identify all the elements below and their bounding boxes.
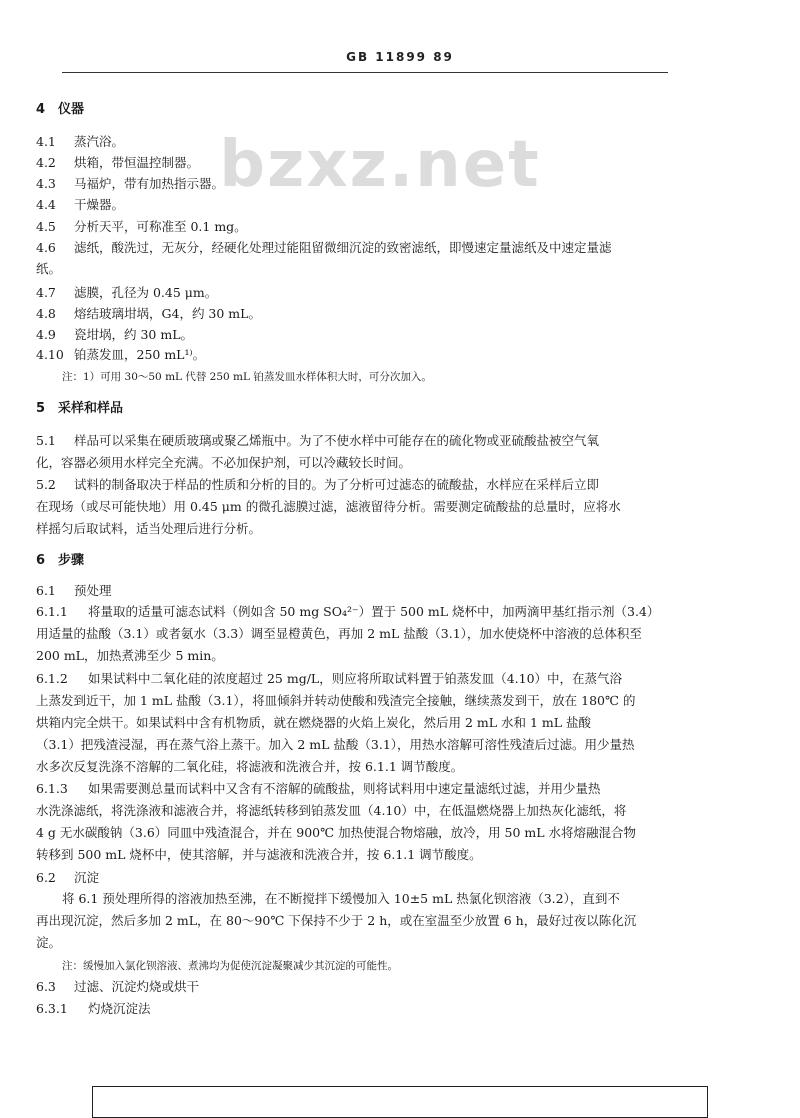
list-item: 4.5 分析天平，可称准至 0.1 mg。 xyxy=(36,219,247,234)
paragraph-line: 将 6.1 预处理所得的溶液加热至沸，在不断搅拌下缓慢加入 10±5 mL 热氯化钡溶液（3.2），直到不 xyxy=(62,891,620,906)
paragraph-line: 5.2 试料的制备取决于样品的性质和分析的目的。为了分析可过滤态的硫酸盐，水样应在采样后立即 xyxy=(36,477,600,492)
subsection-heading: 6.3 过滤、沉淀灼烧或烘干 xyxy=(36,979,200,994)
header-rule xyxy=(62,72,668,73)
section-heading: 5 采样和样品 xyxy=(36,401,124,416)
paragraph-line: （3.1）把残渣浸湿，再在蒸气浴上蒸干。加入 2 mL 盐酸（3.1），用热水溶解可溶性残渣后过滤。用少量热 xyxy=(36,737,635,752)
paragraph-line: 转移到 500 mL 烧杯中，使其溶解，并与滤液和洗液合并，按 6.1.1 调节酸度。 xyxy=(36,847,482,862)
list-item: 4.6 滤纸，酸洗过，无灰分，经硬化处理过能阻留微细沉淀的致密滤纸，即慢速定量滤纸及中速定量滤 xyxy=(36,240,612,255)
paragraph-line: 样摇匀后取试料，适当处理后进行分析。 xyxy=(36,521,262,536)
subsection-heading: 6.3.1 灼烧沉淀法 xyxy=(36,1001,151,1016)
paragraph-line: 200 mL，加热煮沸至少 5 min。 xyxy=(36,648,224,663)
list-item: 4.2 烘箱，带恒温控制器。 xyxy=(36,155,200,170)
list-item: 4.7 滤膜，孔径为 0.45 μm。 xyxy=(36,285,218,300)
footnote: 注：1）可用 30～50 mL 代替 250 mL 铂蒸发皿水样体积大时，可分次加入。 xyxy=(62,371,432,383)
paragraph-line: 5.1 样品可以采集在硬质玻璃或聚乙烯瓶中。为了不使水样中可能存在的硫化物或亚硫酸盐被空气氧 xyxy=(36,433,600,448)
paragraph-line: 6.1.1 将量取的适量可滤态试料（例如含 50 mg SO₄²⁻）置于 500 mL 烧杯中，加两滴甲基红指示剂（3.4） xyxy=(36,604,660,619)
list-item: 4.8 熔结玻璃坩埚，G4，约 30 mL。 xyxy=(36,306,261,321)
paragraph-line: 上蒸发到近干，加 1 mL 盐酸（3.1），将皿倾斜并转动使酸和残渣完全接触，继续蒸发到干，放在 180℃ 的 xyxy=(36,693,636,708)
section-heading: 6 步骤 xyxy=(36,553,85,568)
paragraph-line: 烘箱内完全烘干。如果试料中含有机物质，就在燃烧器的火焰上炭化，然后用 2 mL 水和 1 mL 盐酸 xyxy=(36,715,592,730)
list-item: 4.10 铂蒸发皿，250 mL¹⁾。 xyxy=(36,347,206,362)
standard-header: GB 11899 89 xyxy=(346,50,454,64)
paragraph-line: 化，容器必须用水样完全充满。不必加保护剂，可以冷藏较长时间。 xyxy=(36,455,412,470)
paragraph-line: 再出现沉淀，然后多加 2 mL，在 80～90℃ 下保持不少于 2 h，或在室温至少放置 6 h，最好过夜以陈化沉 xyxy=(36,913,637,928)
paragraph-line: 用适量的盐酸（3.1）或者氨水（3.3）调至显橙黄色，再加 2 mL 盐酸（3.1），加水使烧杯中溶液的总体积至 xyxy=(36,626,642,641)
watermark: bzxz.net xyxy=(219,128,541,202)
bottom-frame xyxy=(92,1086,708,1118)
paragraph-line: 6.1.2 如果试料中二氧化硅的浓度超过 25 mg/L，则应将所取试料置于铂蒸发皿（4.10）中，在蒸气浴 xyxy=(36,671,623,686)
paragraph-line: 6.1.3 如果需要测总量而试料中又含有不溶解的硫酸盐，则将试料用中速定量滤纸过滤，并用少量热 xyxy=(36,781,601,796)
paragraph-line: 水多次反复洗涤不溶解的二氧化硅，将滤液和洗液合并，按 6.1.1 调节酸度。 xyxy=(36,759,464,774)
list-item: 4.9 瓷坩埚，约 30 mL。 xyxy=(36,327,194,342)
list-item: 4.3 马福炉，带有加热指示器。 xyxy=(36,176,225,191)
paragraph-line: 4 g 无水碳酸钠（3.6）同皿中残渣混合，并在 900℃ 加热使混合物熔融，放冷，用 50 mL 水将熔融混合物 xyxy=(36,825,637,840)
paragraph-line: 在现场（或尽可能快地）用 0.45 μm 的微孔滤膜过滤，滤液留待分析。需要测定硫酸盐的总量时，应将水 xyxy=(36,499,621,514)
list-item-continuation: 纸。 xyxy=(36,261,62,276)
subsection-heading: 6.1 预处理 xyxy=(36,583,112,598)
list-item: 4.4 干燥器。 xyxy=(36,197,125,212)
note: 注：缓慢加入氯化钡溶液、煮沸均为促使沉淀凝聚减少其沉淀的可能性。 xyxy=(62,960,398,972)
paragraph-line: 淀。 xyxy=(36,935,62,950)
paragraph-line: 水洗涤滤纸，将洗涤液和滤液合并，将滤纸转移到铂蒸发皿（4.10）中，在低温燃烧器上加热灰化滤纸，将 xyxy=(36,803,627,818)
subsection-heading: 6.2 沉淀 xyxy=(36,870,100,885)
list-item: 4.1 蒸汽浴。 xyxy=(36,134,125,149)
section-heading: 4 仪器 xyxy=(36,102,85,117)
